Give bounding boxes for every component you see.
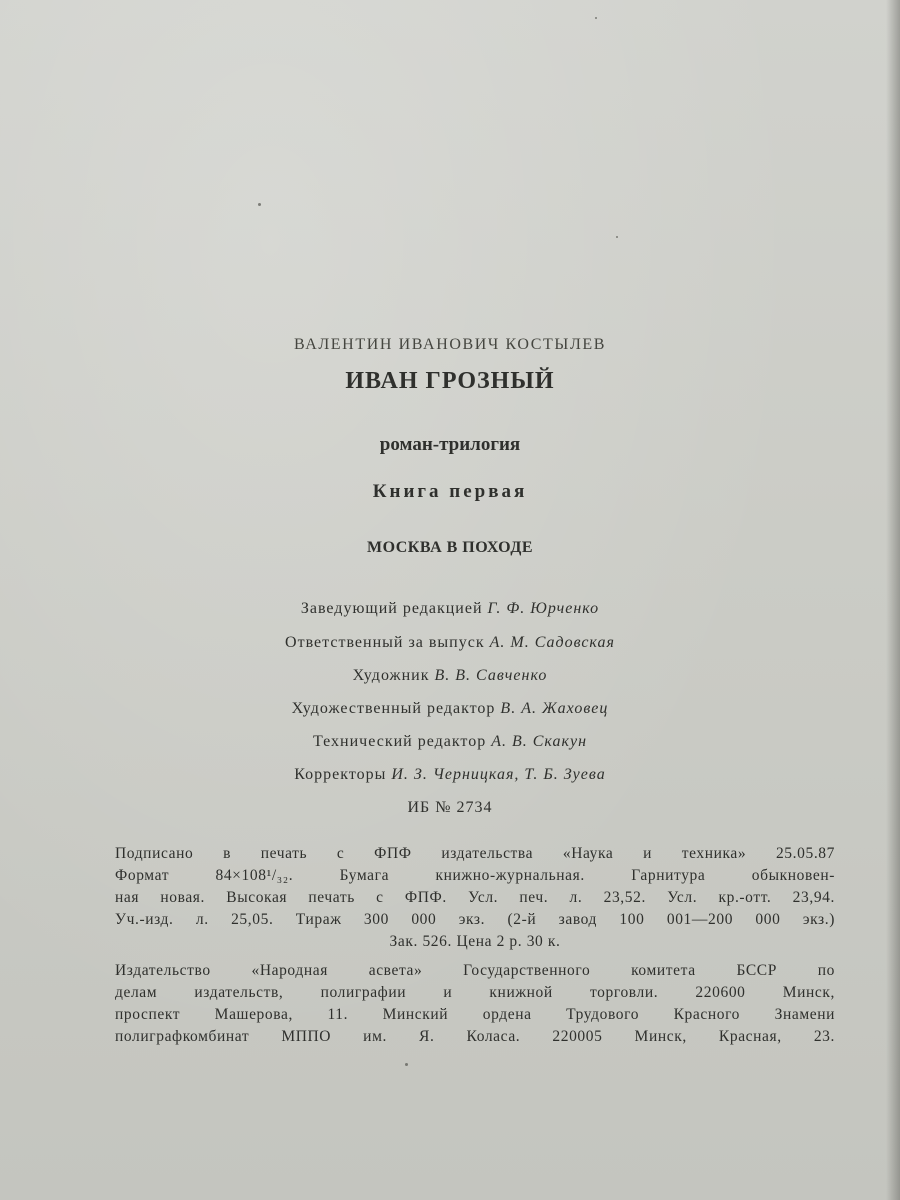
publisher-line: Издательство «Народная асвета» Государственного комитета БССР по <box>115 962 835 979</box>
imprint-line: Формат 84×108¹/₃₂. Бумага книжно-журнальная. Гарнитура обыкновен- <box>115 867 835 884</box>
imprint-line: ная новая. Высокая печать с ФПФ. Усл. печ. л. 23,52. Усл. кр.-отт. 23,94. <box>115 889 835 906</box>
credit-role: Художественный редактор <box>291 700 496 717</box>
credit-line <box>0 733 900 751</box>
credit-name: И. З. Черницкая, Т. Б. Зуева <box>391 766 606 783</box>
publisher-block <box>115 960 835 1048</box>
book-part-title: МОСКВА В ПОХОДЕ <box>367 539 533 556</box>
credit-line <box>0 600 900 618</box>
paper-speck <box>595 17 597 19</box>
paper-speck <box>616 236 618 238</box>
imprint-line: Подписано в печать с ФПФ издательства «Наука и техника» 25.05.87 <box>115 845 835 862</box>
imprint-line: Зак. 526. Цена 2 р. 30 к. <box>389 933 561 950</box>
credit-role: Корректоры <box>294 766 387 783</box>
imprint-line: Уч.-изд. л. 25,05. Тираж 300 000 экз. (2-й завод 100 001—200 000 экз.) <box>115 911 835 928</box>
credit-line <box>0 766 900 784</box>
credit-name: А. М. Садовская <box>489 634 615 651</box>
credit-line <box>0 634 900 652</box>
book-title: ИВАН ГРОЗНЫЙ <box>345 368 555 394</box>
book-volume: Книга первая <box>372 481 528 502</box>
credit-name: Г. Ф. Юрченко <box>487 600 600 617</box>
credit-role: Художник <box>352 667 430 684</box>
publisher-line: делам издательств, полиграфии и книжной торговли. 220600 Минск, <box>115 984 835 1001</box>
credit-role: Заведующий редакцией <box>300 600 483 617</box>
credit-line <box>0 667 900 685</box>
book-subtitle: роман-трилогия <box>379 434 521 455</box>
credit-name: В. А. Жаховец <box>500 700 609 717</box>
paper-speck <box>405 1063 408 1066</box>
credit-name: В. В. Савченко <box>434 667 548 684</box>
credit-role: Ответственный за выпуск <box>285 634 485 651</box>
paper-speck <box>258 203 261 206</box>
credit-role: Технический редактор <box>312 733 487 750</box>
publisher-line: полиграфкомбинат МППО им. Я. Коласа. 220005 Минск, Красная, 23. <box>115 1028 835 1045</box>
book-author: ВАЛЕНТИН ИВАНОВИЧ КОСТЫЛЕВ <box>293 336 607 353</box>
ib-number: ИБ № 2734 <box>407 799 493 816</box>
credit-name: А. В. Скакун <box>491 733 588 750</box>
imprint-block <box>115 843 835 953</box>
publisher-line: проспект Машерова, 11. Минский ордена Трудового Красного Знамени <box>115 1006 835 1023</box>
credit-line <box>0 700 900 718</box>
